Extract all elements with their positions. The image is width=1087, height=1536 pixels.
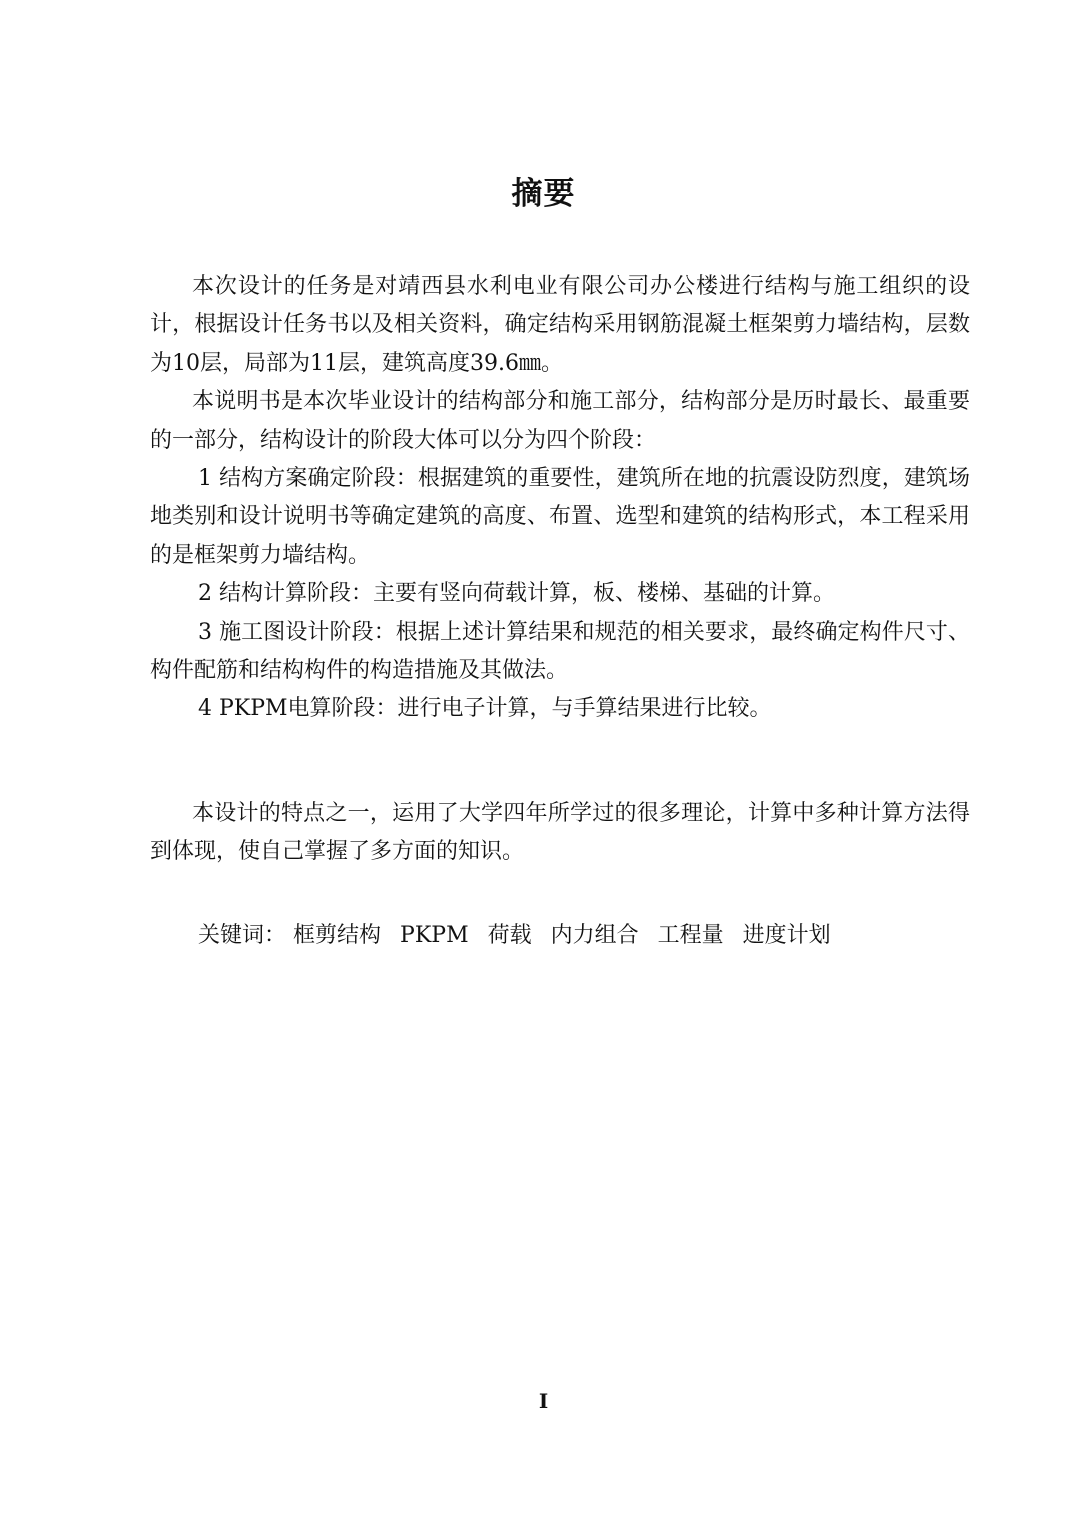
paragraph-overview: 本说明书是本次毕业设计的结构部分和施工部分，结构部分是历时最长、最重要的一部分，结构设计的阶段大体可以分为四个阶段： (150, 389, 970, 453)
page-number: I (538, 1389, 549, 1413)
paragraph-task: 本次设计的任务是对靖西县水利电业有限公司办公楼进行结构与施工组织的设计，根据设计任务书以及相关资料，确定结构采用钢筋混凝土框架剪力墙结构，层数为10层，局部为11层，建筑高度39.6㎜。 (150, 274, 970, 376)
paragraph-stage-4: 4 PKPM电算阶段：进行电子计算，与手算结果进行比较。 (198, 696, 772, 722)
keyword: 工程量 (657, 923, 724, 948)
keyword: 框剪结构 (293, 923, 382, 948)
keyword: 荷载 (487, 923, 532, 948)
paragraph-stage-2: 2 结构计算阶段：主要有竖向荷载计算，板、楼梯、基础的计算。 (198, 581, 835, 607)
abstract-body (150, 268, 970, 729)
paragraph-features: 本设计的特点之一，运用了大学四年所学过的很多理论，计算中多种计算方法得到体现，使自己掌握了多方面的知识。 (150, 801, 970, 865)
keywords-line (198, 917, 978, 955)
keyword: 内力组合 (550, 923, 639, 948)
keywords-label: 关键词： (198, 923, 287, 948)
abstract-conclusion (150, 795, 970, 872)
paragraph-stage-1: 1 结构方案确定阶段：根据建筑的重要性，建筑所在地的抗震设防烈度，建筑场地类别和设计说明书等确定建筑的高度、布置、选型和建筑的结构形式，本工程采用的是框架剪力墙结构。 (150, 466, 970, 568)
keyword: 进度计划 (742, 923, 831, 948)
page-title: 摘要 (511, 176, 576, 212)
paragraph-stage-3: 3 施工图设计阶段：根据上述计算结果和规范的相关要求，最终确定构件尺寸、构件配筋和结构构件的构造措施及其做法。 (150, 619, 970, 684)
keyword: PKPM (400, 923, 469, 948)
